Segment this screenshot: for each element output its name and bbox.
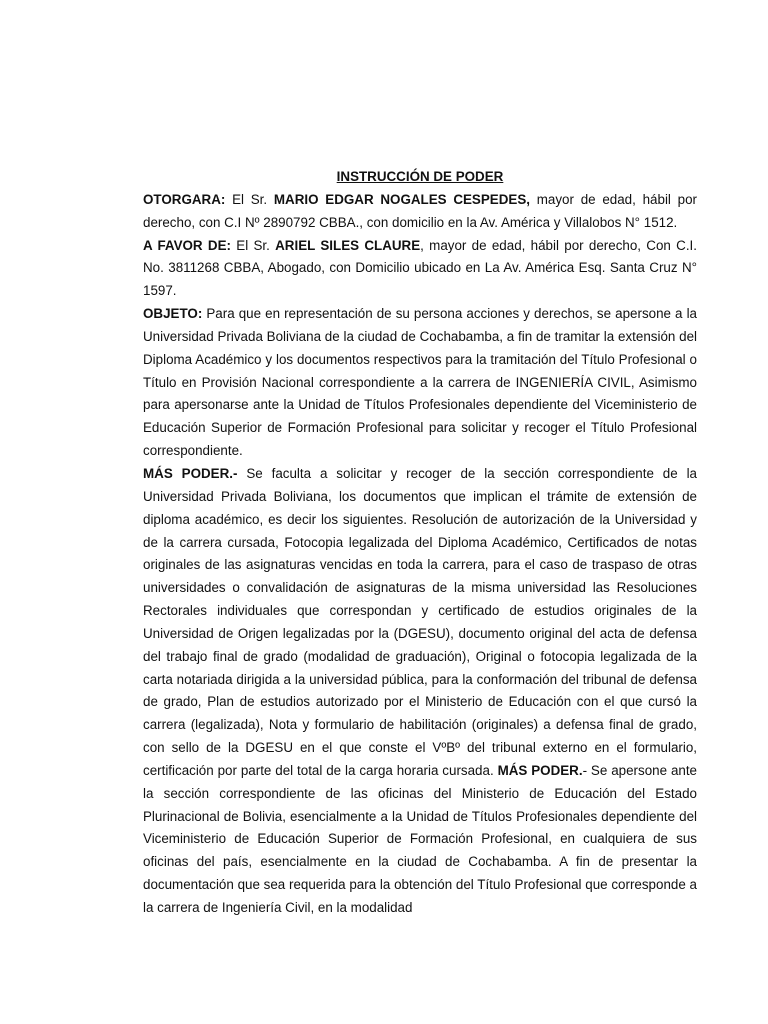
mas-poder-1-label: MÁS PODER.- [143, 465, 238, 481]
mas-poder-2-label: MÁS PODER. [497, 762, 583, 778]
a-favor-de-text-1: El Sr. [230, 237, 276, 253]
a-favor-de-paragraph [143, 235, 697, 304]
mas-poder-1-text: Se faculta a solicitar y recoger de la sección correspondiente de la Universidad Privada Boliviana, los documentos que implican el trámite de extensión de diploma académico, es decir los siguientes. Resolución de autorización de la Universidad y de la carrera cursada, Fotocopia legalizada del Diploma Académico, Certificados de notas originales de las asignaturas vencidas en toda la carrera, para el caso de traspaso de otras universidades o convalidación de asignaturas de la misma universidad las Resoluciones Rectorales individuales que correspondan y certificado de estudios originales de la Universidad de Origen legalizadas por la (DGESU), documento original del acta de defensa del trabajo final de grado (modalidad de graduación), Original o fotocopia legalizada de la carta notariada dirigida a la universidad pública, para la conformación del tribunal de defensa de grado, Plan de estudios autorizado por el Ministerio de Educación con el que cursó la carrera (legalizada), Nota y formulario de habilitación (originales) a defensa final de grado, con sello de la DGESU en el que conste el VºBº del tribunal externo en el formulario, certificación por parte del total de la carga horaria cursada. [143, 465, 697, 778]
otorgara-text-2: mayor de edad, hábil por derecho, con C.I Nº 2890792 CBBA., con domicilio en la Av. América y Villalobos N° 1512. [143, 191, 697, 230]
otorgara-text-1: El Sr. [225, 191, 274, 207]
otorgara-label: OTORGARA: [143, 191, 226, 207]
document-title: INSTRUCCIÓN DE PODER [336, 169, 504, 184]
objeto-paragraph [143, 303, 697, 463]
otorgara-paragraph [143, 189, 697, 235]
a-favor-de-name: ARIEL SILES CLAURE [275, 237, 421, 253]
objeto-text: Para que en representación de su persona acciones y derechos, se apersone a la Universidad Privada Boliviana de la ciudad de Cochabamba, a fin de tramitar la extensión del Diploma Académico y los documentos respectivos para la tramitación del Título Profesional o Título en Provisión Nacional correspondiente a la carrera de INGENIERÍA CIVIL, Asimismo para apersonarse ante la Unidad de Títulos Profesionales dependiente del Viceministerio de Educación Superior de Formación Profesional para solicitar y recoger el Título Profesional correspondiente. [143, 306, 697, 459]
mas-poder-2-text: - Se apersone ante la sección correspondiente de las oficinas del Ministerio de Educación del Estado Plurinacional de Bolivia, esencialmente a la Unidad de Títulos Profesionales dependiente del Viceministerio de Educación Superior de Formación Profesional, en cualquiera de sus oficinas del país, esencialmente en la ciudad de Cochabamba. A fin de presentar la documentación que sea requerida para la obtención del Título Profesional que corresponde a la carrera de Ingeniería Civil, en la modalidad [143, 762, 698, 915]
mas-poder-paragraph [143, 463, 697, 920]
objeto-label: OBJETO: [143, 306, 203, 322]
otorgara-name: MARIO EDGAR NOGALES CESPEDES, [273, 191, 530, 207]
document-page [143, 166, 697, 920]
a-favor-de-label: A FAVOR DE: [143, 237, 231, 253]
a-favor-de-text-2: , mayor de edad, hábil por derecho, Con C.I. No. 3811268 CBBA, Abogado, con Domicilio ubicado en La Av. América Esq. Santa Cruz N° 1597. [143, 237, 697, 299]
